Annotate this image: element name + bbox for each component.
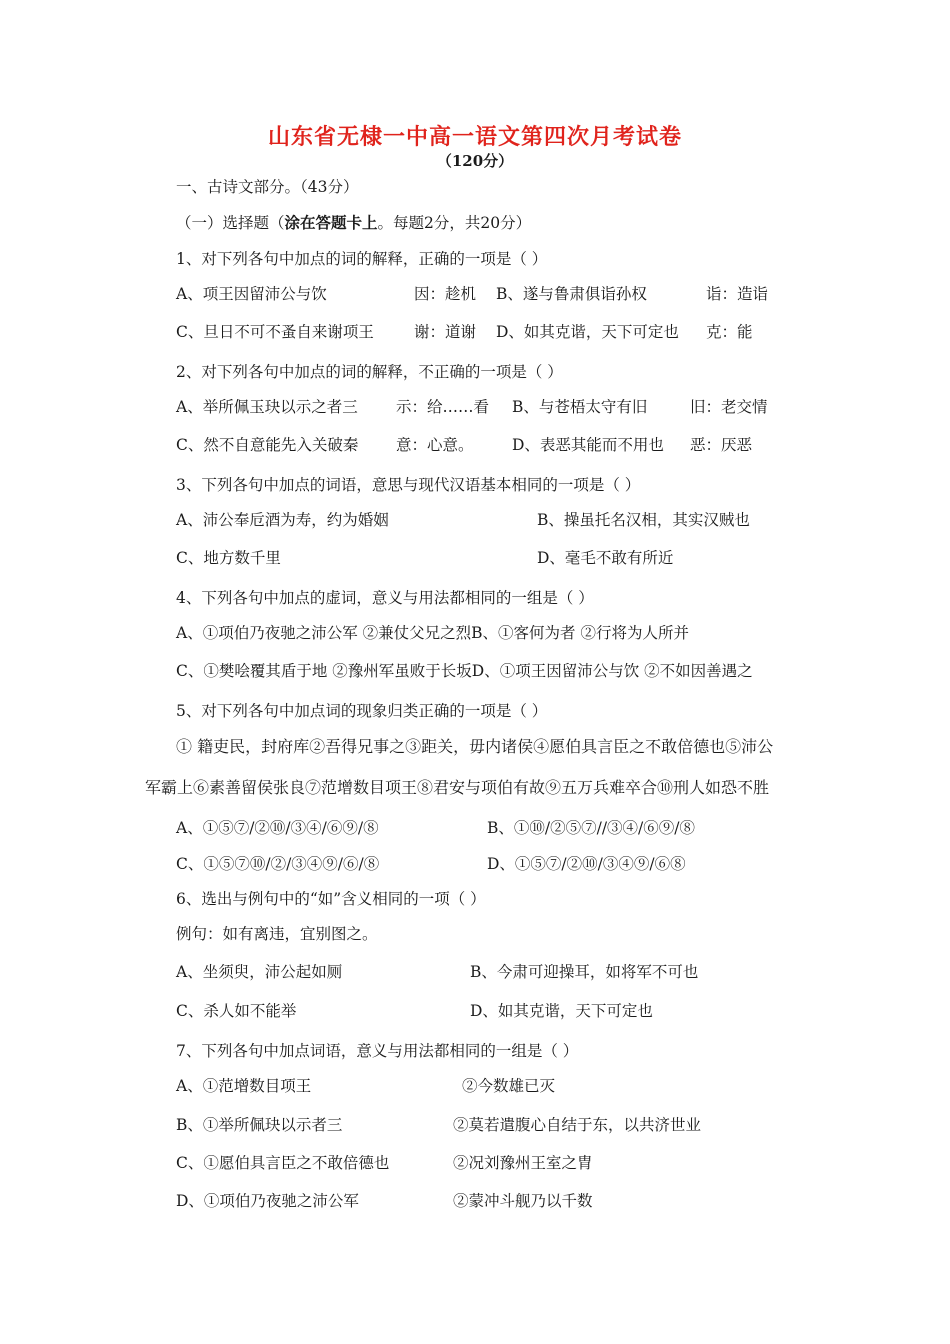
q5-stem: 5、对下列各句中加点词的现象归类正确的一项是（ ） — [176, 702, 548, 720]
q7-option-b1: B、①举所佩玦以示者三 — [176, 1116, 343, 1134]
q1-option-b: B、遂与鲁肃俱诣孙权 — [496, 285, 647, 303]
q1-stem: 1、对下列各句中加点的词的解释，正确的一项是（ ） — [176, 250, 548, 268]
subsection-heading — [176, 212, 531, 234]
q7-option-c1: C、①愿伯具言臣之不敢倍德也 — [176, 1154, 390, 1172]
q6-option-c: C、杀人如不能举 — [176, 1002, 297, 1020]
q4-options-ab: A、①项伯乃夜驰之沛公军 ②兼仗父兄之烈B、①客何为者 ②行将为人所并 — [176, 624, 689, 642]
q7-option-a2: ②今数雄已灭 — [462, 1077, 556, 1095]
exam-title: 山东省无棣一中高一语文第四次月考试卷 — [267, 124, 682, 150]
q2-option-c-gloss: 意：心意。 — [396, 436, 474, 454]
q4-options-cd: C、①樊哙覆其盾于地 ②豫州军虽败于长坂D、①项王因留沛公与饮 ②不如因善遇之 — [176, 662, 753, 680]
q3-option-a: A、沛公奉卮酒为寿，约为婚姻 — [176, 511, 389, 529]
q1-option-d-gloss: 克：能 — [706, 323, 753, 341]
q1-option-d: D、如其克谐，天下可定也 — [496, 323, 679, 341]
q1-option-b-gloss: 诣：造诣 — [706, 285, 769, 303]
exam-score: （120分） — [436, 152, 514, 170]
subsection-suffix: 。每题2分，共20分） — [377, 214, 532, 232]
q2-stem: 2、对下列各句中加点的词的解释，不正确的一项是（ ） — [176, 363, 563, 381]
q2-option-c: C、然不自意能先入关破秦 — [176, 436, 359, 454]
q1-option-c: C、旦日不可不蚤自来谢项王 — [176, 323, 374, 341]
q5-option-d: D、①⑤⑦/②⑩/③④⑨/⑥⑧ — [487, 855, 686, 873]
q2-option-a-gloss: 示：给……看 — [396, 398, 490, 416]
q6-example: 例句：如有离违，宜别图之。 — [176, 925, 378, 943]
q7-option-d1: D、①项伯乃夜驰之沛公军 — [176, 1192, 359, 1210]
q7-option-c2: ②况刘豫州王室之胄 — [453, 1154, 593, 1172]
q7-stem: 7、下列各句中加点词语，意义与用法都相同的一组是（ ） — [176, 1042, 579, 1060]
subsection-bold: 涂在答题卡上 — [284, 213, 378, 232]
q5-text-line1: ① 籍吏民，封府库②吾得兄事之③距关，毋内诸侯④愿伯具言臣之不敢倍德也⑤沛公 — [176, 737, 774, 756]
q6-option-d: D、如其克谐，天下可定也 — [470, 1002, 653, 1020]
q5-option-a: A、①⑤⑦/②⑩/③④/⑥⑨/⑧ — [176, 819, 379, 837]
q2-option-b-gloss: 旧：老交情 — [690, 398, 768, 416]
subsection-prefix: （一）选择题（ — [176, 214, 285, 232]
q4-stem: 4、下列各句中加点的虚词，意义与用法都相同的一组是（ ） — [176, 589, 594, 607]
q1-option-a-gloss: 因：趁机 — [414, 285, 477, 303]
q3-option-b: B、操虽托名汉相，其实汉贼也 — [537, 511, 750, 529]
q5-option-c: C、①⑤⑦⑩/②/③④⑨/⑥/⑧ — [176, 855, 380, 873]
q3-stem: 3、下列各句中加点的词语，意思与现代汉语基本相同的一项是（ ） — [176, 476, 641, 494]
q2-option-d-gloss: 恶：厌恶 — [690, 436, 753, 454]
q2-option-a: A、举所佩玉玦以示之者三 — [176, 398, 358, 416]
q3-option-c: C、地方数千里 — [176, 549, 281, 567]
q3-option-d: D、毫毛不敢有所近 — [537, 549, 674, 567]
q6-stem: 6、选出与例句中的“如”含义相同的一项（ ） — [176, 890, 486, 908]
q5-option-b: B、①⑩/②⑤⑦//③④/⑥⑨/⑧ — [487, 819, 696, 837]
q6-option-a: A、坐须臾，沛公起如厕 — [176, 963, 343, 981]
section-heading: 一、古诗文部分。（43分） — [176, 178, 359, 196]
q2-option-d: D、表恶其能而不用也 — [512, 436, 664, 454]
q1-option-a: A、项王因留沛公与饮 — [176, 285, 327, 303]
q6-option-b: B、今肃可迎操耳，如将军不可也 — [470, 963, 699, 981]
q7-option-b2: ②莫若遣腹心自结于东，以共济世业 — [453, 1116, 702, 1134]
q5-text-line2: 军霸上⑥素善留侯张良⑦范增数目项王⑧君安与项伯有故⑨五万兵难卒合⑩刑人如恐不胜 — [145, 778, 770, 797]
q7-option-d2: ②蒙冲斗舰乃以千数 — [453, 1192, 593, 1210]
q1-option-c-gloss: 谢：道谢 — [414, 323, 477, 341]
q7-option-a1: A、①范增数目项王 — [176, 1077, 312, 1095]
q2-option-b: B、与苍梧太守有旧 — [512, 398, 648, 416]
